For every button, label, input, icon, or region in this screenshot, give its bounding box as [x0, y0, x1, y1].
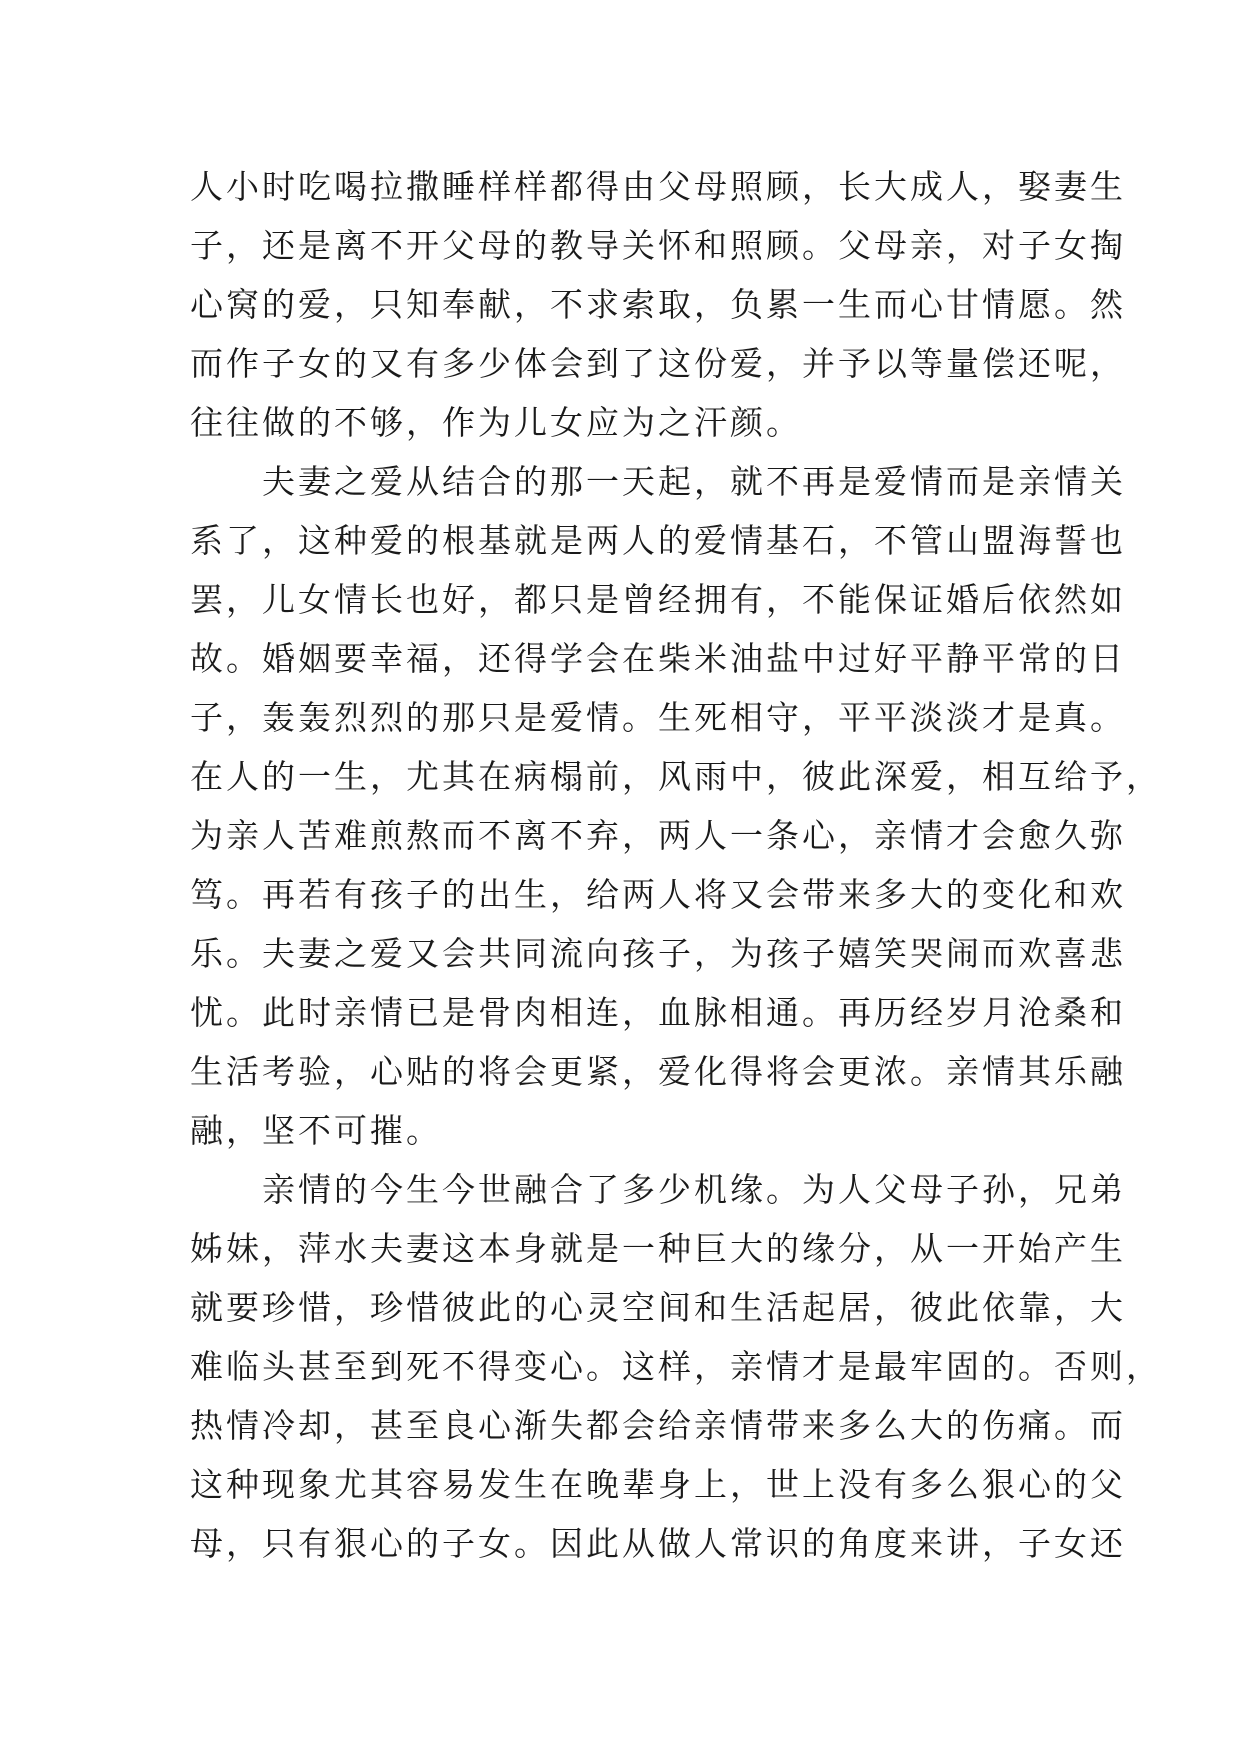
- text-line: 就要珍惜，珍惜彼此的心灵空间和生活起居，彼此依靠，大: [190, 1288, 1126, 1327]
- text-line: 往往做的不够，作为儿女应为之汗颜。: [190, 403, 802, 442]
- text-line: 难临头甚至到死不得变心。这样，亲情才是最牢固的。否则，: [190, 1347, 1162, 1386]
- text-line: 忧。此时亲情已是骨肉相连，血脉相通。再历经岁月沧桑和: [190, 993, 1126, 1032]
- text-line: 夫妻之爱从结合的那一天起，就不再是爱情而是亲情关: [190, 462, 1126, 501]
- text-line: 姊妹，萍水夫妻这本身就是一种巨大的缘分，从一开始产生: [190, 1229, 1126, 1268]
- text-line: 生活考验，心贴的将会更紧，爱化得将会更浓。亲情其乐融: [190, 1052, 1126, 1091]
- text-line: 热情冷却，甚至良心渐失都会给亲情带来多么大的伤痛。而: [190, 1406, 1126, 1445]
- text-line: 心窝的爱，只知奉献，不求索取，负累一生而心甘情愿。然: [190, 285, 1126, 324]
- text-line: 融，坚不可摧。: [190, 1111, 442, 1150]
- text-line: 而作子女的又有多少体会到了这份爱，并予以等量偿还呢，: [190, 344, 1126, 383]
- text-line: 在人的一生，尤其在病榻前，风雨中，彼此深爱，相互给予，: [190, 757, 1162, 796]
- text-line: 子，轰轰烈烈的那只是爱情。生死相守，平平淡淡才是真。: [190, 698, 1126, 737]
- text-line: 为亲人苦难煎熬而不离不弃，两人一条心，亲情才会愈久弥: [190, 816, 1126, 855]
- text-line: 母，只有狠心的子女。因此从做人常识的角度来讲，子女还: [190, 1524, 1126, 1563]
- text-line: 人小时吃喝拉撒睡样样都得由父母照顾，长大成人，娶妻生: [190, 167, 1126, 206]
- text-line: 乐。夫妻之爱又会共同流向孩子，为孩子嬉笑哭闹而欢喜悲: [190, 934, 1126, 973]
- text-line: 故。婚姻要幸福，还得学会在柴米油盐中过好平静平常的日: [190, 639, 1126, 678]
- text-line: 系了，这种爱的根基就是两人的爱情基石，不管山盟海誓也: [190, 521, 1126, 560]
- text-line: 子，还是离不开父母的教导关怀和照顾。父母亲，对子女掏: [190, 226, 1126, 265]
- text-line: 亲情的今生今世融合了多少机缘。为人父母子孙，兄弟: [190, 1170, 1126, 1209]
- text-line: 笃。再若有孩子的出生，给两人将又会带来多大的变化和欢: [190, 875, 1126, 914]
- text-line: 罢，儿女情长也好，都只是曾经拥有，不能保证婚后依然如: [190, 580, 1126, 619]
- body-text: [190, 157, 1162, 1573]
- text-line: 这种现象尤其容易发生在晚辈身上，世上没有多么狠心的父: [190, 1465, 1126, 1504]
